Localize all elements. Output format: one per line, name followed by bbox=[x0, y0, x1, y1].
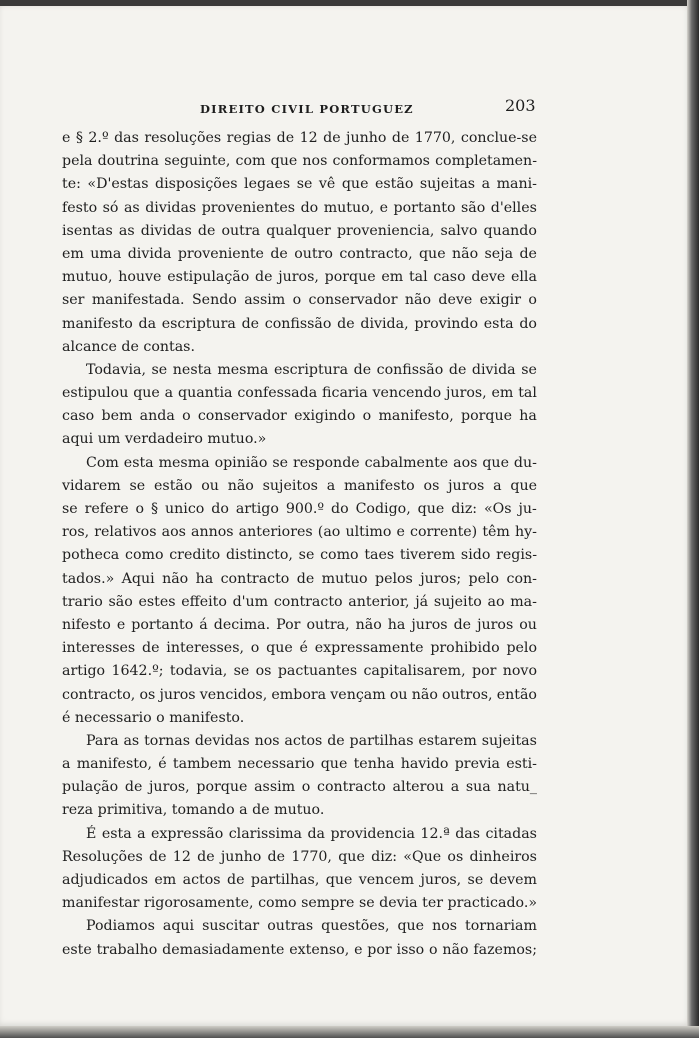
text-line: se refere o § unico do artigo 900.º do Codigo, que diz: «Os ju- bbox=[62, 501, 537, 517]
scan-bottom-edge bbox=[0, 1026, 699, 1038]
text-line: Resoluções de 12 de junho de 1770, que diz: «Que os dinheiros bbox=[62, 848, 537, 865]
text-line: te: «D'estas disposições legaes se vê que estão sujeitas a mani- bbox=[62, 176, 537, 193]
text-line: Todavia, se nesta mesma escriptura de confissão de divida se bbox=[86, 361, 537, 378]
text-line: caso bem anda o conservador exigindo o manifesto, porque ha bbox=[62, 408, 537, 425]
text-line: É esta a expressão clarissima da providencia 12.ª das citadas bbox=[86, 825, 537, 842]
running-head: DIREITO CIVIL PORTUGUEZ bbox=[200, 102, 414, 116]
text-line: contracto, os juros vencidos, embora vençam ou não outros, então bbox=[62, 686, 537, 703]
text-line: Podiamos aqui suscitar outras questões, que nos tornariam bbox=[86, 918, 537, 935]
text-line: Com esta mesma opinião se responde cabalmente aos que du- bbox=[86, 454, 537, 471]
text-line: pela doutrina seguinte, com que nos conformamos completamen- bbox=[62, 153, 537, 170]
text-line: reza primitiva, tomando a de mutuo. bbox=[62, 802, 325, 819]
text-line: nifesto e portanto á decima. Por outra, não ha juros de juros ou bbox=[62, 616, 537, 633]
page-number: 203 bbox=[505, 96, 536, 115]
book-page bbox=[0, 6, 690, 1026]
text-line: interesses de interesses, o que é expressamente prohibido pelo bbox=[62, 640, 537, 657]
text-line: potheca como credito distincto, se como taes tiverem sido regis- bbox=[62, 547, 537, 564]
text-line: estipulou que a quantia confessada ficaria vencendo juros, em tal bbox=[62, 385, 537, 402]
text-line: ser manifestada. Sendo assim o conservador não deve exigir o bbox=[62, 292, 537, 309]
text-line: mutuo, houve estipulação de juros, porque em tal caso deve ella bbox=[62, 269, 537, 286]
text-line: ros, relativos aos annos anteriores (ao ultimo e corrente) têm hy- bbox=[62, 524, 537, 541]
text-line: isentas as dividas de outra qualquer proveniencia, salvo quando bbox=[62, 222, 537, 239]
text-line: a manifesto, é tambem necessario que tenha havido previa esti- bbox=[62, 756, 537, 773]
text-line: tados.» Aqui não ha contracto de mutuo pelos juros; pelo con- bbox=[62, 570, 537, 587]
text-line: é necessario o manifesto. bbox=[62, 709, 245, 726]
text-line: festo só as dividas provenientes do mutuo, e portanto são d'elles bbox=[62, 199, 537, 216]
body-text bbox=[62, 127, 537, 962]
text-line: e § 2.º das resoluções regias de 12 de junho de 1770, conclue-se bbox=[62, 130, 537, 146]
text-line: vidarem se estão ou não sujeitos a manifesto os juros a que bbox=[62, 477, 537, 494]
text-line: pulação de juros, porque assim o contracto alterou a sua natu_ bbox=[62, 779, 537, 796]
text-line: manifestar rigorosamente, como sempre se devia ter practicado.» bbox=[62, 895, 538, 912]
text-line: aqui um verdadeiro mutuo.» bbox=[62, 431, 267, 448]
text-line: adjudicados em actos de partilhas, que vencem juros, se devem bbox=[62, 872, 537, 888]
text-line: manifesto da escriptura de confissão de divida, provindo esta do bbox=[62, 315, 537, 332]
text-line: artigo 1642.º; todavia, se os pactuantes capitalisarem, por novo bbox=[62, 663, 537, 680]
text-line: Para as tornas devidas nos actos de partilhas estarem sujeitas bbox=[86, 732, 537, 749]
text-line: trario são estes effeito d'um contracto anterior, já sujeito ao ma- bbox=[62, 593, 537, 610]
text-line: alcance de contas. bbox=[62, 338, 195, 355]
scan-right-edge bbox=[687, 0, 699, 1038]
text-line: este trabalho demasiadamente extenso, e por isso o não fazemos; bbox=[62, 941, 537, 958]
text-line: em uma divida proveniente de outro contracto, que não seja de bbox=[62, 245, 537, 262]
